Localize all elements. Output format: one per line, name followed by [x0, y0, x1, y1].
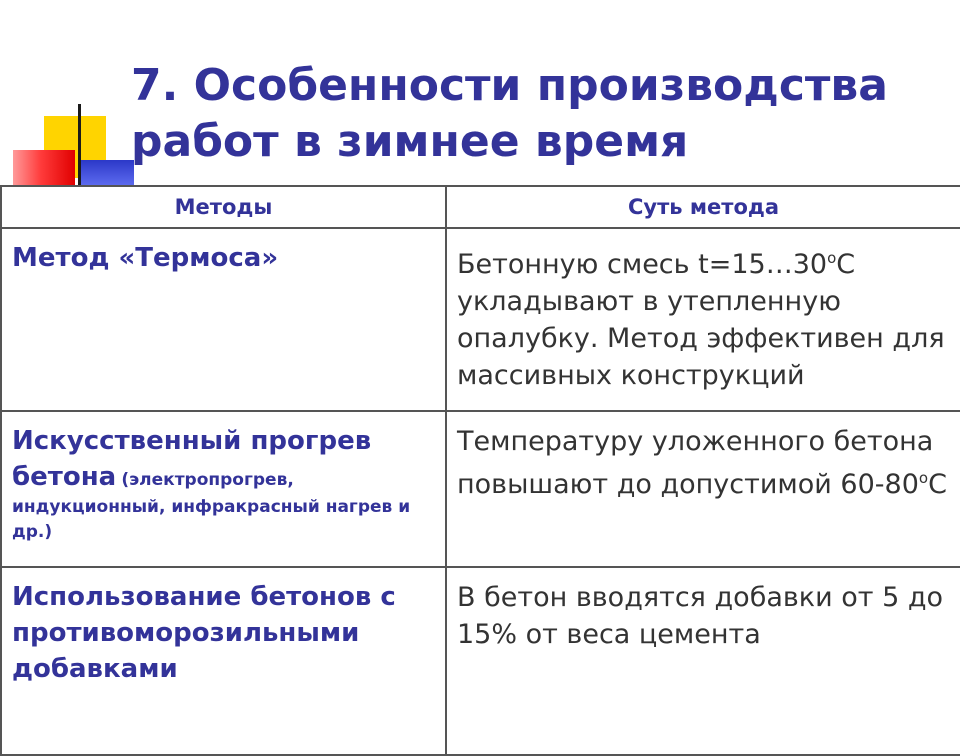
header-methods: Методы	[1, 186, 446, 228]
description-part: С укладывают в утепленную опалубку. Метод эффективен для массивных конструкций	[457, 249, 945, 391]
decor-vertical-line	[78, 104, 81, 186]
description-part: С	[928, 469, 947, 500]
description-cell	[446, 411, 960, 567]
description-text	[457, 426, 947, 500]
method-name: Использование бетонов с противоморозильными добавками	[12, 582, 396, 684]
description-cell	[446, 567, 960, 755]
degree-sup: о	[918, 469, 929, 487]
degree-sup: о	[827, 249, 837, 267]
decor-red-rectangle	[13, 150, 75, 186]
description-text	[457, 249, 945, 391]
decor-blue-rectangle	[78, 160, 134, 186]
table-row	[1, 411, 960, 567]
description-text	[457, 582, 943, 650]
method-cell	[1, 567, 446, 755]
table-row	[1, 228, 960, 411]
description-part: Температуру уложенного бетона повышают до допустимой 60-80	[457, 426, 934, 500]
header-essence: Суть метода	[446, 186, 960, 228]
method-note: (электропрогрев, индукционный, инфракрасный нагрев и др.)	[12, 470, 411, 542]
description-cell	[446, 228, 960, 411]
table-header-row	[1, 186, 960, 228]
methods-table	[0, 185, 960, 756]
method-cell	[1, 411, 446, 567]
method-cell	[1, 228, 446, 411]
description-part: Бетонную смесь t=15…30	[457, 249, 828, 280]
method-name: Искусственный прогрев бетона	[12, 426, 372, 492]
description-part: В бетон вводятся добавки от 5 до 15% от веса цемента	[457, 582, 944, 650]
slide-title: 7. Особенности производства работ в зимнее время	[131, 60, 888, 167]
method-name: Метод «Термоса»	[12, 243, 279, 273]
table-row	[1, 567, 960, 755]
